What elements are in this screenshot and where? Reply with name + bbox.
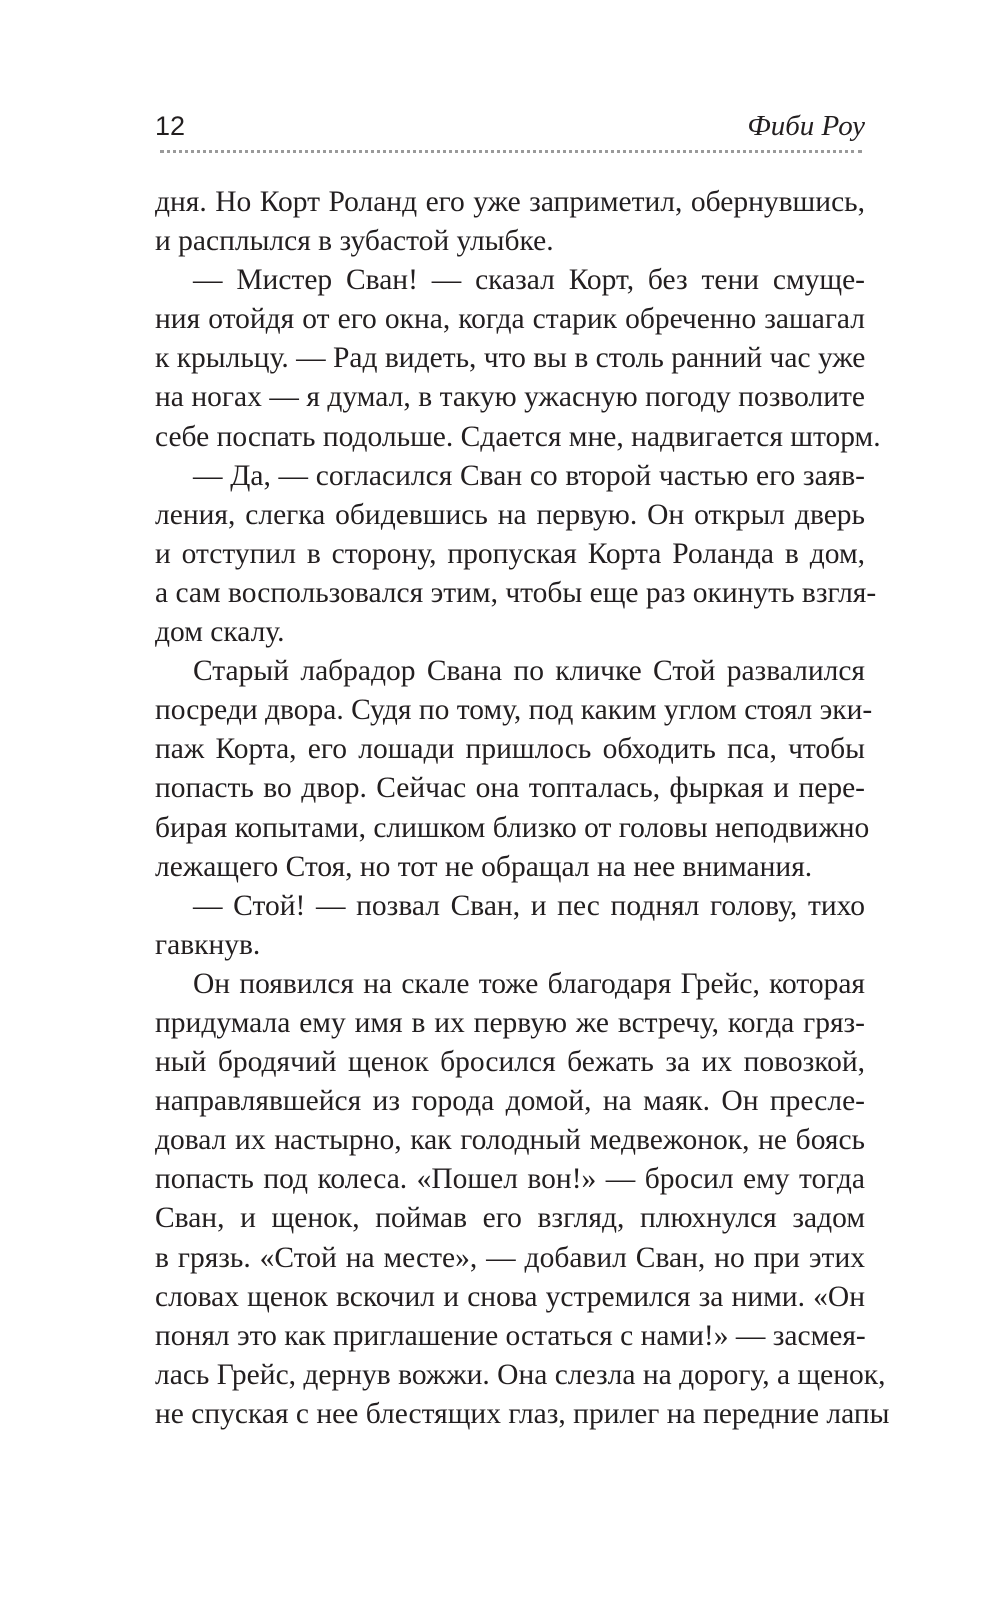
text-line: дня. Но Корт Роланд его уже заприметил, обернувшись,	[155, 186, 865, 218]
header-divider	[160, 150, 862, 153]
running-title: Фиби Роу	[747, 110, 865, 142]
text-line: — Стой! — позвал Сван, и пес поднял голову, тихо	[193, 889, 865, 922]
text-line: посреди двора. Судя по тому, под каким углом стоял эки-	[155, 694, 873, 727]
text-line: к крыльцу. — Рад видеть, что вы в столь ранний час уже	[155, 342, 866, 375]
text-line: понял это как приглашение остаться с нами!» — засмея-	[155, 1319, 866, 1352]
body-text	[155, 183, 890, 1434]
text-line: не спуская с нее блестящих глаз, прилег на передние лапы	[155, 1397, 890, 1430]
text-line: дом скалу.	[155, 616, 285, 649]
text-line: себе поспать подольше. Сдается мне, надвигается шторм.	[155, 420, 881, 453]
text-line: ный бродячий щенок бросился бежать за их повозкой,	[155, 1046, 865, 1079]
text-line: ления, слегка обидевшись на первую. Он открыл дверь	[155, 498, 865, 531]
text-line: — Мистер Сван! — сказал Корт, без тени смуще-	[193, 264, 865, 297]
text-line: довал их настырно, как голодный медвежонок, не боясь	[155, 1124, 865, 1157]
text-line: направлявшейся из города домой, на маяк. Он пресле-	[155, 1085, 865, 1118]
text-line: бирая копытами, слишком близко от головы неподвижно	[155, 811, 870, 844]
page-number: 12	[155, 111, 186, 141]
text-line: придумала ему имя в их первую же встречу, когда гряз-	[155, 1006, 865, 1039]
text-line: ния отойдя от его окна, когда старик обреченно зашагал	[155, 303, 865, 336]
text-line: лась Грейс, дернув вожжи. Она слезла на дорогу, а щенок,	[155, 1358, 886, 1391]
text-line: Он появился на скале тоже благодаря Грейс, которая	[193, 967, 865, 1000]
text-line: и расплылся в зубастой улыбке.	[155, 225, 554, 258]
text-line: — Да, — согласился Сван со второй частью его заяв-	[193, 459, 865, 492]
text-line: лежащего Стоя, но тот не обращал на нее внимания.	[155, 850, 813, 883]
text-line: паж Корта, его лошади пришлось обходить пса, чтобы	[155, 733, 865, 766]
text-line: и отступил в сторону, пропуская Корта Роланда в дом,	[155, 537, 865, 570]
text-line: Старый лабрадор Свана по кличке Стой развалился	[193, 655, 865, 688]
text-line: гавкнув.	[155, 928, 261, 961]
text-line: а сам воспользовался этим, чтобы еще раз окинуть взгля-	[155, 576, 877, 609]
text-line: словах щенок вскочил и снова устремился за ними. «Он	[155, 1280, 865, 1313]
text-line: Сван, и щенок, поймав его взгляд, плюхнулся задом	[155, 1202, 865, 1235]
text-line: в грязь. «Стой на месте», — добавил Сван, но при этих	[155, 1241, 865, 1274]
page-header	[155, 108, 865, 148]
text-line: попасть под колеса. «Пошел вон!» — бросил ему тогда	[155, 1163, 865, 1196]
text-line: на ногах — я думал, в такую ужасную погоду позволите	[155, 381, 865, 414]
text-line: попасть во двор. Сейчас она топталась, фыркая и пере-	[155, 772, 865, 805]
